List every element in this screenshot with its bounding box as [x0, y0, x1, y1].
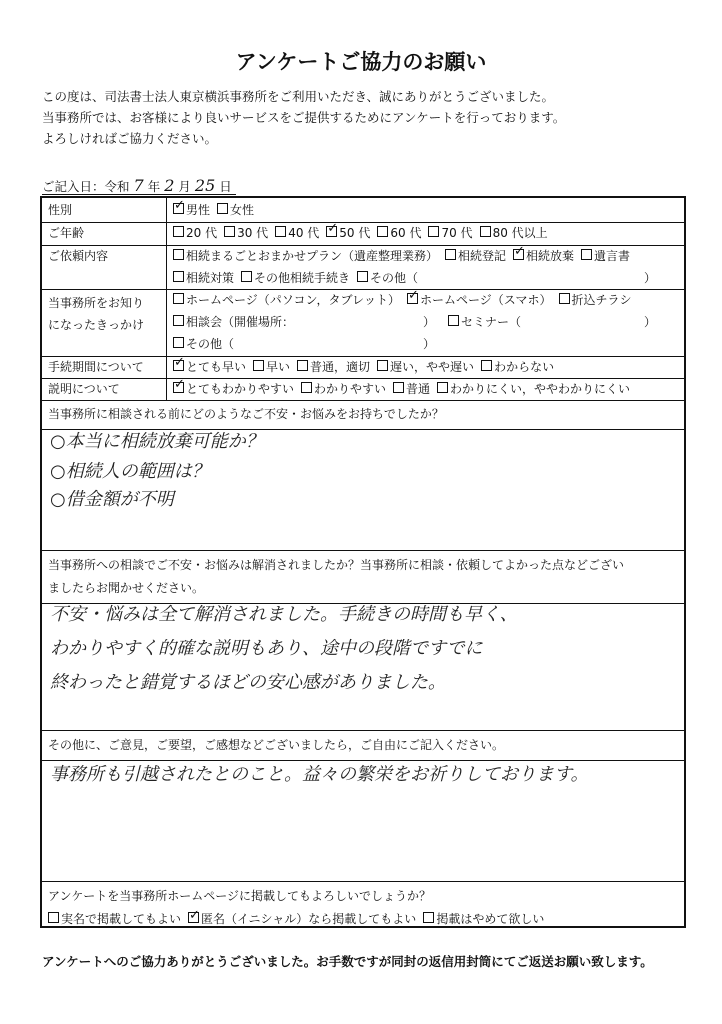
option-label: 普通 — [406, 382, 431, 396]
option-label: 男性 — [186, 203, 211, 217]
answer-line: ○相続人の範囲は？ — [50, 461, 210, 482]
checkbox[interactable] — [481, 360, 492, 371]
checkbox-option[interactable] — [445, 245, 506, 267]
date-prefix: ご記入日：令和 — [42, 179, 130, 194]
answer-line: 終わったと錯覚するほどの安心感がありました。 — [50, 672, 446, 693]
checkbox[interactable] — [480, 226, 491, 237]
checkbox-option[interactable] — [481, 356, 554, 378]
checkbox-option[interactable] — [581, 245, 630, 267]
checkbox[interactable] — [173, 249, 184, 260]
gender-options — [167, 198, 684, 222]
checkbox-option[interactable] — [173, 222, 217, 244]
option-label: 早い — [266, 360, 291, 374]
checkbox[interactable] — [173, 293, 184, 304]
checkbox-consult[interactable] — [173, 315, 184, 326]
checkbox-seminar[interactable] — [448, 315, 459, 326]
checkbox-option[interactable] — [377, 356, 474, 378]
checkbox-option[interactable] — [241, 267, 350, 289]
request-line-1 — [173, 245, 684, 267]
label-source-line1: 当事務所をお知り — [48, 296, 145, 310]
page-title: アンケートご協力のお願い — [235, 50, 487, 74]
request-line-2-opts — [173, 271, 425, 285]
answer-comments[interactable] — [50, 758, 676, 792]
row-explain — [42, 378, 684, 401]
checked-checkbox[interactable] — [513, 249, 524, 260]
checkbox-option[interactable] — [393, 378, 430, 400]
checked-checkbox[interactable] — [173, 203, 184, 214]
checkbox-option[interactable] — [253, 356, 290, 378]
label-source-line2: になったきっかけ — [48, 318, 145, 332]
checkbox-option[interactable] — [173, 289, 400, 311]
option-label: 普通，適切 — [310, 360, 371, 374]
source-other-label: その他（ — [186, 337, 235, 351]
option-label: ホームページ（パソコン，タブレット） — [186, 293, 400, 307]
option-label: 掲載はやめて欲しい — [436, 912, 545, 926]
checkbox-source-other[interactable] — [173, 337, 184, 348]
checkbox-option[interactable] — [275, 222, 319, 244]
answer-line: ○本当に相続放棄可能か？ — [50, 431, 264, 452]
option-label: 30 代 — [237, 226, 269, 240]
checkbox-option[interactable] — [377, 222, 421, 244]
entry-date — [42, 176, 232, 195]
checked-checkbox[interactable] — [173, 360, 184, 371]
intro-line: 当事務所では、お客様により良いサービスをご提供するためにアンケートを行っております。 — [42, 110, 566, 125]
date-month[interactable]: 2 — [164, 176, 175, 195]
question-worries: 当事務所に相談される前にどのようなご不安・お悩みをお持ちでしたか？ — [42, 400, 684, 430]
date-year[interactable]: 7 — [133, 176, 144, 195]
checkbox-option[interactable] — [217, 199, 254, 221]
option-label: 80 代以上 — [492, 226, 548, 240]
checked-checkbox[interactable] — [326, 226, 337, 237]
checkbox-option[interactable] — [188, 908, 416, 931]
option-label: 遅い，やや遅い — [390, 360, 475, 374]
answer-resolved[interactable] — [50, 598, 676, 700]
footer-note: アンケートへのご協力ありがとうございました。お手数ですが同封の返信用封筒にてご返送お願い致します。 — [42, 954, 653, 969]
seminar-label: セミナー（ — [461, 315, 522, 329]
date-year-unit: 年 — [147, 179, 161, 194]
option-label: 60 代 — [390, 226, 422, 240]
checkbox[interactable] — [377, 360, 388, 371]
option-label: わからない — [494, 360, 555, 374]
checkbox[interactable] — [428, 226, 439, 237]
checkbox-option[interactable] — [326, 222, 370, 244]
option-label: 女性 — [230, 203, 255, 217]
date-month-unit: 月 — [178, 179, 191, 194]
intro-text — [42, 86, 565, 149]
checkbox[interactable] — [581, 249, 592, 260]
option-label: 相続対策 — [186, 271, 235, 285]
row-request — [42, 245, 684, 290]
request-options — [167, 245, 684, 289]
checkbox[interactable] — [445, 249, 456, 260]
checkbox-option[interactable] — [173, 245, 438, 267]
seminar-option[interactable] — [448, 311, 521, 333]
checkbox-option[interactable] — [48, 908, 181, 931]
checkbox-option[interactable] — [297, 356, 370, 378]
date-underline — [42, 194, 236, 195]
option-label: とても早い — [186, 360, 247, 374]
checkbox[interactable] — [173, 271, 184, 282]
source-line-1 — [173, 289, 684, 311]
intro-line: よろしければご協力ください。 — [42, 131, 218, 146]
option-label: 70 代 — [441, 226, 473, 240]
checkbox[interactable] — [241, 271, 252, 282]
option-label: わかりにくい，ややわかりにくい — [450, 382, 631, 396]
checkbox[interactable] — [253, 360, 264, 371]
option-label: 20 代 — [186, 226, 218, 240]
explain-options — [167, 378, 684, 400]
option-label: 50 代 — [339, 226, 371, 240]
checkbox[interactable] — [275, 226, 286, 237]
question-resolved-line1: 当事務所への相談でご不安・お悩みは解消されましたか？当事務所に相談・依頼してよかった点などござい — [48, 558, 625, 572]
option-label: その他（ — [370, 271, 419, 285]
seminar-close: ） — [643, 315, 656, 329]
source-options — [167, 289, 684, 356]
checked-checkbox[interactable] — [188, 912, 199, 923]
checkbox[interactable] — [559, 293, 570, 304]
option-label: とてもわかりやすい — [186, 382, 295, 396]
row-period — [42, 356, 684, 379]
answer-line: わかりやすく的確な説明もあり、途中の段階ですでに — [50, 638, 483, 659]
consult-label: 相談会（開催場所： — [186, 315, 295, 329]
source-other-close: ） — [423, 337, 436, 351]
question-publish — [42, 881, 684, 934]
row-gender — [42, 198, 684, 223]
row-source — [42, 289, 684, 357]
answer-line: 事務所も引越されたとのこと。益々の繁栄をお祈りしております。 — [50, 764, 589, 785]
checkbox-option[interactable] — [423, 908, 544, 931]
answer-worries[interactable] — [50, 426, 676, 514]
option-label: 40 代 — [288, 226, 320, 240]
age-options — [167, 222, 684, 245]
checked-checkbox[interactable] — [173, 382, 184, 393]
checkbox-option[interactable] — [301, 378, 386, 400]
option-label: 相続まるごとおまかせプラン（遺産整理業務） — [186, 249, 439, 263]
checkbox[interactable] — [173, 226, 184, 237]
source-line-3 — [173, 333, 684, 355]
checkbox-option[interactable] — [559, 289, 632, 311]
intro-line: この度は、司法書士法人東京横浜事務所をご利用いただき、誠にありがとうございました。 — [42, 89, 555, 104]
question-resolved — [42, 550, 684, 604]
checkbox-option[interactable] — [224, 222, 268, 244]
date-day-unit: 日 — [219, 179, 232, 194]
answer-line: 不安・悩みは全て解消されました。手続きの時間も早く、 — [50, 604, 518, 625]
checkbox-option[interactable] — [173, 199, 210, 221]
checkbox[interactable] — [437, 382, 448, 393]
consult-option[interactable] — [173, 311, 294, 333]
question-resolved-line2: ましたらお聞かせください。 — [48, 581, 205, 595]
row-age — [42, 222, 684, 246]
label-period: 手続期間について — [42, 356, 167, 378]
option-label: ホームページ（スマホ） — [419, 293, 552, 307]
label-age: ご年齢 — [42, 222, 167, 245]
question-publish-text: アンケートを当事務所ホームページに掲載してもよろしいでしょうか？ — [48, 889, 432, 903]
label-gender: 性別 — [42, 198, 167, 222]
publish-options — [48, 908, 678, 931]
checkbox[interactable] — [301, 382, 312, 393]
option-label: 折込チラシ — [571, 293, 632, 307]
checkbox-option[interactable] — [513, 245, 574, 267]
request-other-close: ） — [643, 271, 656, 285]
label-source — [42, 289, 167, 356]
option-label: わかりやすい — [314, 382, 387, 396]
checkbox-option[interactable] — [437, 378, 630, 400]
checkbox[interactable] — [297, 360, 308, 371]
checkbox[interactable] — [48, 912, 59, 923]
option-label: その他相続手続き — [254, 271, 351, 285]
option-label: 遺言書 — [594, 249, 631, 263]
survey-form — [40, 196, 686, 928]
option-label: 相続放棄 — [526, 249, 575, 263]
checkbox[interactable] — [423, 912, 434, 923]
period-options — [167, 356, 684, 378]
option-label: 匿名（イニシャル）なら掲載してもよい — [201, 912, 417, 926]
source-line-2 — [173, 311, 684, 333]
date-day[interactable]: 25 — [194, 176, 216, 195]
question-comments: その他に、ご意見，ご要望，ご感想などございましたら，ご自由にご記入ください。 — [42, 730, 684, 761]
checkbox-option[interactable] — [173, 378, 294, 400]
request-line-2 — [173, 267, 684, 289]
checkbox[interactable] — [224, 226, 235, 237]
checkbox[interactable] — [377, 226, 388, 237]
answer-line: ○借金額が不明 — [50, 489, 174, 510]
consult-close: ） — [423, 315, 436, 329]
checkbox-option[interactable] — [173, 267, 234, 289]
checkbox-option[interactable] — [407, 289, 552, 311]
checkbox[interactable] — [393, 382, 404, 393]
option-label: 実名で掲載してもよい — [61, 912, 182, 926]
checkbox-option[interactable] — [428, 222, 472, 244]
label-explain: 説明について — [42, 378, 167, 400]
label-request: ご依頼内容 — [42, 245, 167, 289]
checkbox[interactable] — [357, 271, 368, 282]
checkbox[interactable] — [217, 203, 228, 214]
option-label: 相続登記 — [458, 249, 507, 263]
checked-checkbox[interactable] — [407, 293, 418, 304]
